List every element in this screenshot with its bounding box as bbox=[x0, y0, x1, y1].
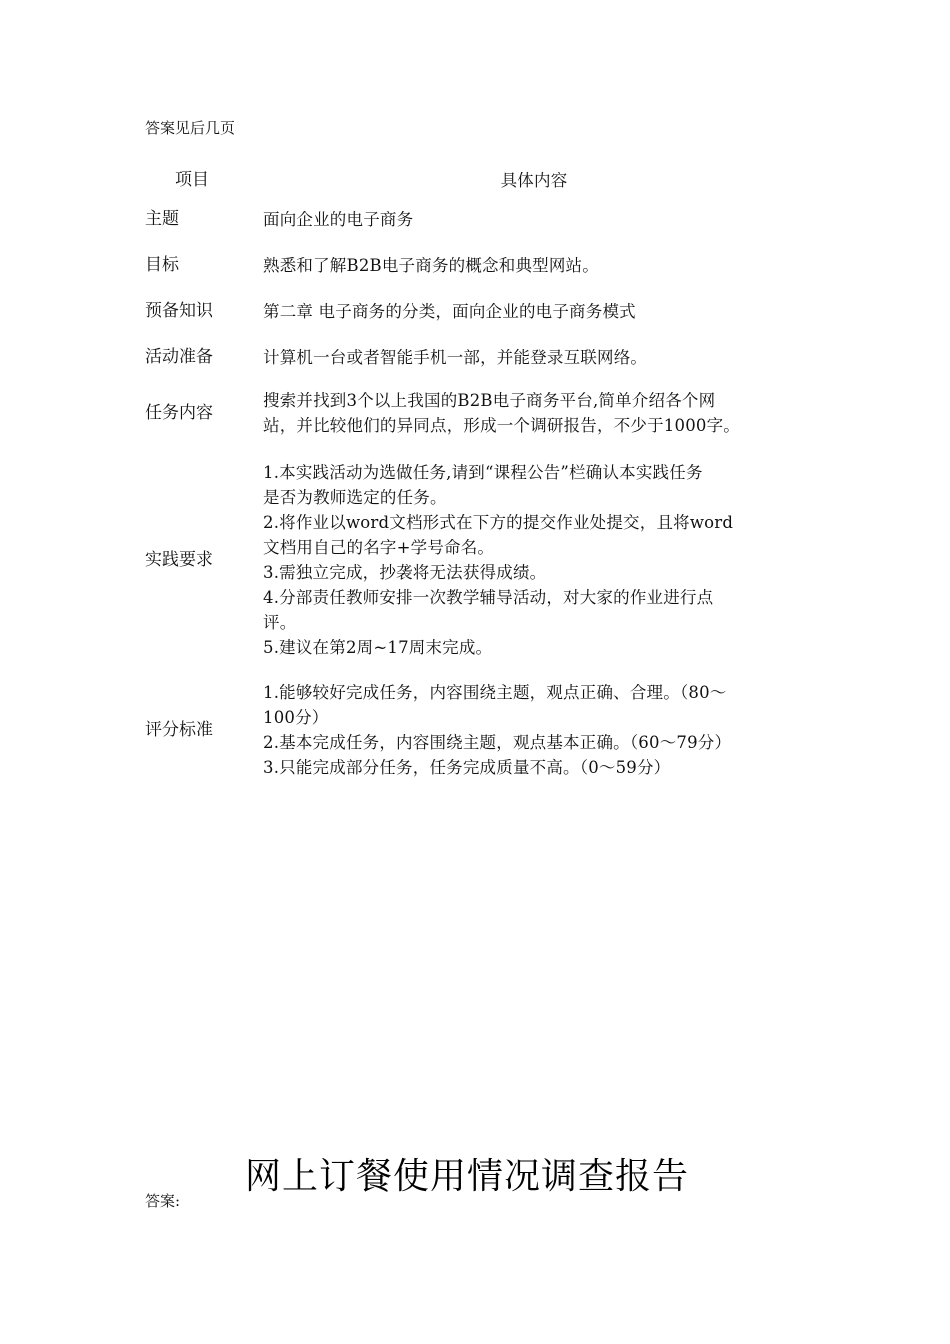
content-line: 计算机一台或者智能手机一部，并能登录互联网络。 bbox=[263, 347, 648, 367]
table-row-prerequisite bbox=[145, 296, 805, 326]
content-line: 评。 bbox=[263, 613, 297, 632]
answer-note: 答案见后几页 bbox=[145, 119, 236, 137]
content-line: 1.能够较好完成任务，内容围绕主题，观点正确、合理。（80～ bbox=[263, 683, 727, 702]
row-content bbox=[263, 680, 805, 780]
row-label: 预备知识 bbox=[145, 301, 213, 321]
row-content bbox=[263, 207, 805, 232]
row-label: 主题 bbox=[145, 209, 179, 229]
content-line: 2.将作业以word文档形式在下方的提交作业处提交，且将word bbox=[263, 513, 734, 532]
content-line: 5.建议在第2周~17周末完成。 bbox=[263, 638, 493, 657]
table-row-requirements bbox=[145, 460, 805, 660]
table-row-grading bbox=[145, 680, 805, 780]
content-line: 4.分部责任教师安排一次教学辅导活动，对大家的作业进行点 bbox=[263, 588, 714, 607]
row-label: 目标 bbox=[145, 255, 179, 275]
answer-label: 答案: bbox=[145, 1192, 181, 1210]
content-line: 3.只能完成部分任务，任务完成质量不高。（0～59分） bbox=[263, 758, 671, 777]
table-row-goal bbox=[145, 250, 805, 280]
assignment-table bbox=[145, 166, 805, 780]
content-line: 站，并比较他们的异同点，形成一个调研报告，不少于1000字。 bbox=[263, 416, 740, 435]
content-line: 1.本实践活动为选做任务,请到“课程公告”栏确认本实践任务 bbox=[263, 463, 703, 482]
table-row-preparation bbox=[145, 342, 805, 372]
header-item-label: 项目 bbox=[175, 170, 209, 190]
content-line: 面向企业的电子商务 bbox=[263, 209, 414, 229]
table-row-theme bbox=[145, 204, 805, 234]
header-content-label: 具体内容 bbox=[500, 170, 568, 190]
content-line: 第二章 电子商务的分类，面向企业的电子商务模式 bbox=[263, 301, 636, 321]
row-content bbox=[263, 299, 805, 324]
row-content bbox=[263, 388, 805, 438]
row-content bbox=[263, 345, 805, 370]
content-line: 文档用自己的名字+学号命名。 bbox=[263, 538, 495, 557]
content-line: 2.基本完成任务，内容围绕主题，观点基本正确。（60～79分） bbox=[263, 733, 732, 752]
content-line: 搜索并找到3个以上我国的B2B电子商务平台,简单介绍各个网 bbox=[263, 391, 716, 410]
row-label: 评分标准 bbox=[145, 720, 213, 740]
row-label: 任务内容 bbox=[145, 403, 213, 423]
table-header-row bbox=[145, 166, 805, 194]
report-title: 网上订餐使用情况调查报告 bbox=[245, 1156, 690, 1197]
content-line: 100分） bbox=[263, 708, 329, 727]
row-content bbox=[263, 253, 805, 278]
table-row-task bbox=[145, 388, 805, 438]
row-label: 活动准备 bbox=[145, 347, 213, 367]
content-line: 是否为教师选定的任务。 bbox=[263, 488, 447, 507]
content-line: 3.需独立完成，抄袭将无法获得成绩。 bbox=[263, 563, 547, 582]
row-label: 实践要求 bbox=[145, 550, 213, 570]
content-line: 熟悉和了解B2B电子商务的概念和典型网站。 bbox=[263, 255, 599, 275]
row-content bbox=[263, 460, 805, 660]
